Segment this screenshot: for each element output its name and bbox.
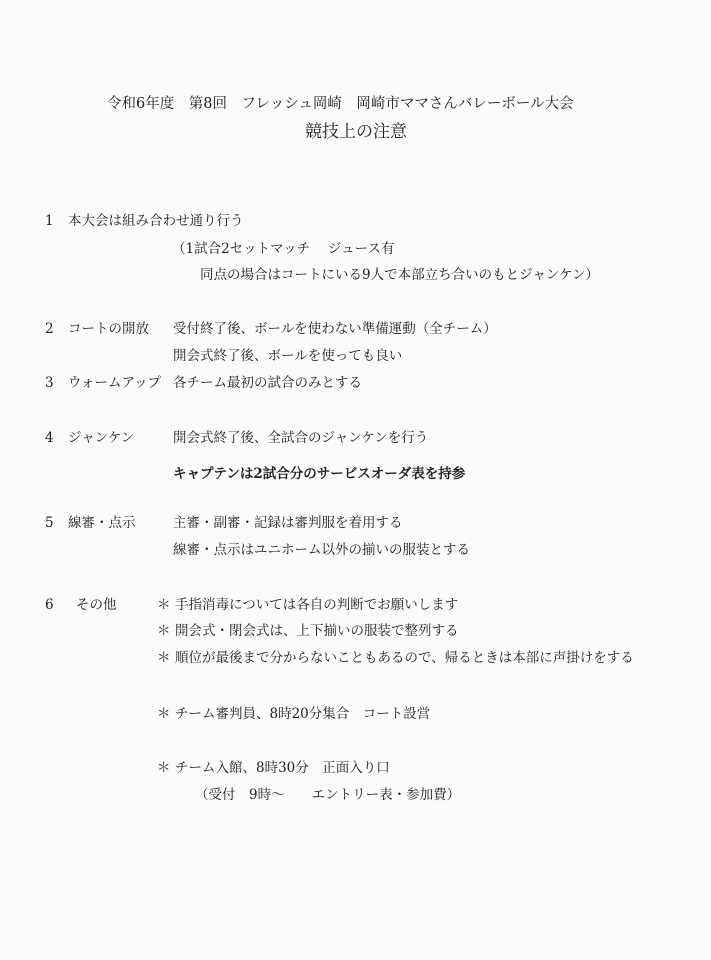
section-3-label: ウォームアップ (68, 375, 162, 391)
section-1-line-1: （1試合2セットマッチ ジュース有 (172, 241, 395, 257)
section-3-number: 3 (45, 375, 54, 391)
section-4-number: 4 (45, 430, 54, 446)
section-4-label: ジャンケン (68, 430, 135, 446)
bullet-mark: ＊ (157, 650, 171, 666)
document-title: 令和6年度 第8回 フレッシュ岡崎 岡崎市ママさんバレーボール大会 (107, 96, 574, 112)
section-5-label: 線審・点示 (68, 515, 136, 531)
section-5-number: 5 (45, 515, 54, 531)
section-2-label: コートの開放 (68, 321, 149, 337)
section-3-line-1: 各チーム最初の試合のみとする (173, 375, 362, 391)
section-2-line-1: 受付終了後、ボールを使わない準備運動（全チーム） (173, 321, 497, 337)
section-6-bullet-4: チーム審判員、8時20分集合 コート設営 (175, 706, 431, 722)
section-5-line-2: 線審・点示はユニホーム以外の揃いの服装とする (173, 542, 470, 558)
section-4-line-2: キャプテンは2試合分のサービスオーダ表を持参 (173, 466, 466, 482)
section-6-note: （受付 9時～ エントリー表・参加費） (195, 787, 461, 803)
bullet-mark: ＊ (157, 597, 171, 613)
bullet-mark: ＊ (157, 706, 171, 722)
section-6-label: その他 (76, 597, 117, 613)
section-2-number: 2 (45, 321, 54, 337)
section-6-bullet-2: 開会式・閉会式は、上下揃いの服装で整列する (175, 623, 459, 639)
document-subtitle: 競技上の注意 (305, 122, 407, 142)
section-6-number: 6 (45, 597, 54, 613)
section-5-line-1: 主審・副審・記録は審判服を着用する (173, 515, 403, 531)
section-2-line-2: 開会式終了後、ボールを使っても良い (173, 348, 403, 364)
bullet-mark: ＊ (157, 760, 171, 776)
section-1-line-2: 同点の場合はコートにいる9人で本部立ち合いのもとジャンケン） (200, 267, 599, 283)
bullet-mark: ＊ (157, 623, 171, 639)
section-6-bullet-5: チーム入館、8時30分 正面入り口 (175, 760, 390, 776)
section-1-label: 本大会は組み合わせ通り行う (68, 213, 244, 229)
section-4-line-1: 開会式終了後、全試合のジャンケンを行う (173, 430, 429, 446)
section-1-number: 1 (45, 213, 54, 229)
section-6-bullet-1: 手指消毒については各自の判断でお願いします (175, 597, 459, 613)
section-6-bullet-3: 順位が最後まで分からないこともあるので、帰るときは本部に声掛けをする (175, 650, 634, 666)
